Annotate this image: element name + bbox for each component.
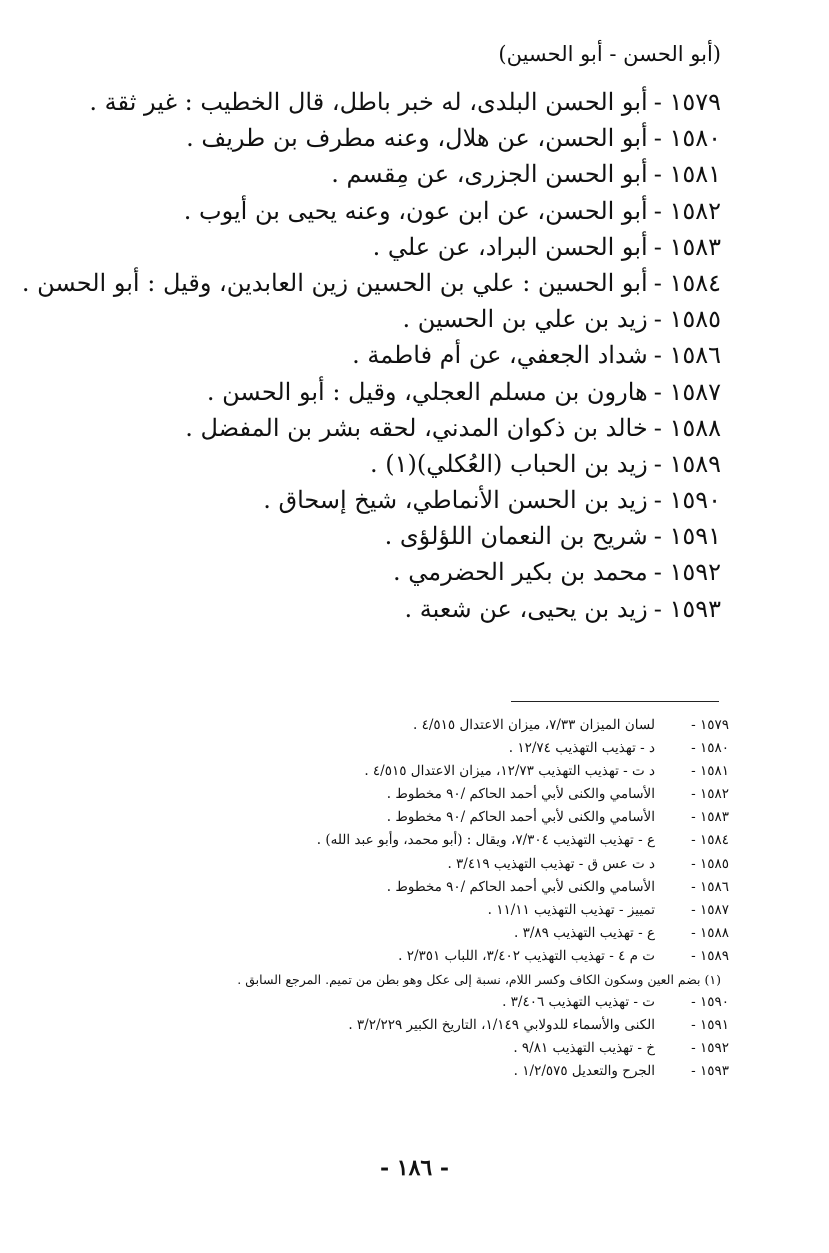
note-number: ١٥٨٠ - <box>691 740 729 757</box>
note-text: الأسامي والكنى لأبي أحمد الحاكم /٩٠ مخطوط . <box>386 786 655 803</box>
entry-number: ١٥٨٤ - <box>653 268 721 297</box>
note-row <box>20 714 729 737</box>
note-number: ١٥٨٣ - <box>691 809 729 826</box>
entry <box>40 156 721 192</box>
note-row <box>20 899 729 922</box>
note-row <box>20 853 729 876</box>
note-row <box>20 1014 729 1037</box>
note-row <box>20 1037 729 1060</box>
note-text: تمييز - تهذيب التهذيب ١١/١١ . <box>487 901 655 918</box>
note-text: لسان الميزان ٧/٣٣، ميزان الاعتدال ٤/٥١٥ . <box>413 717 655 733</box>
note-number: ١٥٨٢ - <box>691 786 729 803</box>
entry <box>40 120 721 156</box>
entry <box>40 84 721 120</box>
entry-number: ١٥٩٣ - <box>653 594 721 623</box>
note-text: الأسامي والكنى لأبي أحمد الحاكم /٩٠ مخطوط . <box>386 809 655 826</box>
entry-text: زيد بن علي بن الحسين . <box>402 305 648 334</box>
entry <box>40 591 721 627</box>
entry <box>40 301 721 337</box>
entry-number: ١٥٨٧ - <box>653 377 721 406</box>
entry-text: شريح بن النعمان اللؤلؤى . <box>384 522 648 551</box>
note-text: د - تهذيب التهذيب ١٢/٧٤ . <box>508 740 655 757</box>
entry-number: ١٥٨٩ - <box>653 449 721 478</box>
entry-number: ١٥٨١ - <box>653 160 721 189</box>
note-text: الأسامي والكنى لأبي أحمد الحاكم /٩٠ مخطوط . <box>386 878 655 895</box>
entry-number: ١٥٨٢ - <box>653 196 721 225</box>
note-row <box>20 991 729 1014</box>
note-text: ت م ٤ - تهذيب التهذيب ٣/٤٠٢، اللباب ٢/٣٥١ . <box>398 947 655 964</box>
entry-number: ١٥٨٣ - <box>653 232 721 261</box>
note-row <box>20 945 729 968</box>
note-number: ١٥٧٩ - <box>691 717 729 733</box>
note-number: ١٥٩٢ - <box>691 1040 729 1057</box>
entry-list <box>21 84 721 627</box>
note-text: الجرح والتعديل ١/٢/٥٧٥ . <box>513 1063 655 1080</box>
entry <box>40 374 721 410</box>
entry-number: ١٥٨٨ - <box>653 413 721 442</box>
entry <box>40 193 721 229</box>
note-text: ت - تهذيب التهذيب ٣/٤٠٦ . <box>502 994 655 1011</box>
entry-text: شداد الجعفي، عن أم فاطمة . <box>352 341 648 370</box>
entry-text: أبو الحسين : علي بن الحسين زين العابدين، وقيل : أبو الحسن . <box>21 268 648 297</box>
entry-text: زيد بن الحباب (العُكلي)(١) . <box>369 449 648 478</box>
entry <box>40 229 721 265</box>
entry-text: خالد بن ذكوان المدني، لحقه بشر بن المفضل . <box>185 413 648 442</box>
note-number: ١٥٩٠ - <box>691 994 729 1011</box>
footnote-text: (١) بضم العين وسكون الكاف وكسر اللام، نسبة إلى عكل وهو بطن من تميم. المرجع السابق . <box>237 972 721 988</box>
entry <box>40 446 721 482</box>
note-number: ١٥٩٣ - <box>691 1063 729 1080</box>
entry-text: زيد بن يحيى، عن شعبة . <box>404 594 648 623</box>
entry-text: أبو الحسن، عن ابن عون، وعنه يحيى بن أيوب . <box>183 196 648 225</box>
note-row <box>20 783 729 806</box>
entry-text: زيد بن الحسن الأنماطي، شيخ إسحاق . <box>263 486 648 515</box>
entry-text: أبو الحسن البلدى، له خبر باطل، قال الخطيب : غير ثقة . <box>89 88 648 116</box>
entry-number: ١٥٨٠ - <box>653 124 721 153</box>
reference-notes <box>20 714 729 1084</box>
note-number: ١٥٨٤ - <box>691 832 729 849</box>
entry-text: محمد بن بكير الحضرمي . <box>392 558 648 587</box>
note-number: ١٥٨٥ - <box>691 855 729 872</box>
note-text: الكنى والأسماء للدولابي ١/١٤٩، التاريخ الكبير ٣/٢/٢٢٩ . <box>348 1017 655 1034</box>
note-number: ١٥٨٧ - <box>691 901 729 918</box>
entry <box>21 265 721 301</box>
entry <box>40 554 721 590</box>
note-number: ١٥٨٩ - <box>691 947 729 964</box>
note-row <box>20 737 729 760</box>
footnote <box>20 968 729 991</box>
footnote-divider <box>511 701 719 702</box>
entry-number: ١٥٨٥ - <box>653 305 721 334</box>
entry-number: ١٥٨٦ - <box>653 341 721 370</box>
note-row <box>20 876 729 899</box>
note-row <box>20 806 729 829</box>
entry-number: ١٥٩٠ - <box>653 486 721 515</box>
note-text: ع - تهذيب التهذيب ٣/٨٩ . <box>513 924 655 941</box>
note-text: خ - تهذيب التهذيب ٩/٨١ . <box>513 1040 655 1057</box>
note-number: ١٥٩١ - <box>691 1017 729 1034</box>
note-number: ١٥٨٨ - <box>691 924 729 941</box>
note-number: ١٥٨١ - <box>691 763 729 780</box>
entry <box>40 337 721 373</box>
note-row <box>20 829 729 852</box>
page-number: - ١٨٦ - <box>379 1155 450 1181</box>
entry-text: هارون بن مسلم العجلي، وقيل : أبو الحسن . <box>206 377 648 406</box>
running-header: (أبو الحسن - أبو الحسين) <box>498 42 721 66</box>
note-row <box>20 922 729 945</box>
entry-text: أبو الحسن، عن هلال، وعنه مطرف بن طريف . <box>186 124 648 153</box>
entry-text: أبو الحسن الجزرى، عن مِقسم . <box>331 160 648 189</box>
note-text: ع - تهذيب التهذيب ٧/٣٠٤، ويقال : (أبو محمد، وأبو عبد الله) . <box>316 832 655 849</box>
note-text: د ت عس ق - تهذيب التهذيب ٣/٤١٩ . <box>447 855 655 872</box>
entry <box>40 518 721 554</box>
entry <box>40 482 721 518</box>
note-text: د ت - تهذيب التهذيب ١٢/٧٣، ميزان الاعتدال ٤/٥١٥ . <box>364 763 655 780</box>
entry-number: ١٥٩١ - <box>653 522 721 551</box>
note-number: ١٥٨٦ - <box>691 878 729 895</box>
note-row <box>20 1060 729 1083</box>
entry-text: أبو الحسن البراد، عن علي . <box>372 232 648 261</box>
entry <box>40 410 721 446</box>
entry-number: ١٥٩٢ - <box>653 558 721 587</box>
entry-number: ١٥٧٩ - <box>653 88 721 116</box>
note-row <box>20 760 729 783</box>
